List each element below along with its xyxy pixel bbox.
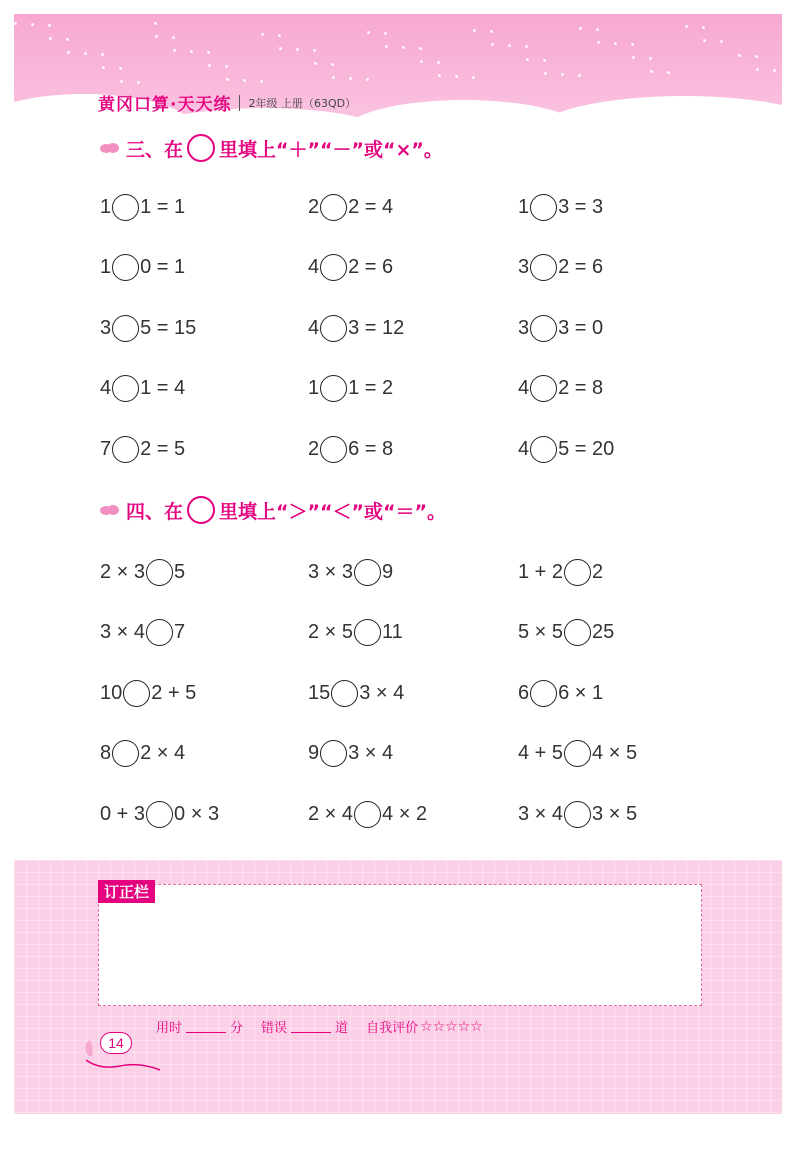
problem (308, 192, 393, 222)
answer-circle[interactable] (112, 375, 139, 402)
problem-right: 5 = 20 (558, 437, 615, 460)
sparkle-dot (367, 31, 370, 34)
brand-divider (239, 95, 240, 111)
correction-label: 订正栏 (98, 880, 155, 903)
answer-circle[interactable] (331, 680, 358, 707)
sparkle-dot (597, 41, 600, 44)
problem-right: 2 × 4 (140, 742, 186, 764)
errors-blank[interactable] (291, 1020, 331, 1033)
problem (518, 618, 614, 648)
problem-left: 8 (100, 742, 112, 764)
problem-right: 5 (174, 560, 186, 583)
sparkle-dot (349, 77, 352, 80)
problem-left: 4 (100, 377, 112, 399)
problem-right: 2 = 6 (558, 256, 604, 278)
answer-circle[interactable] (354, 619, 381, 646)
questions-label: 道 (335, 1021, 349, 1036)
section-3-title-prefix: 三、在 (126, 138, 184, 161)
page-number: 14 (100, 1032, 132, 1054)
answer-circle[interactable] (320, 315, 347, 342)
problem-row (100, 192, 740, 222)
problem (308, 313, 404, 343)
sparkle-dot (119, 67, 122, 70)
sparkle-dot (596, 28, 599, 31)
answer-circle[interactable] (564, 559, 591, 586)
sparkle-dot (331, 63, 334, 66)
problem (308, 678, 404, 708)
problem-left: 15 (308, 681, 331, 704)
answer-circle[interactable] (146, 801, 173, 828)
answer-circle[interactable] (530, 680, 557, 707)
problem-row (100, 678, 740, 708)
sparkle-dot (67, 51, 70, 54)
problem-left: 1 (100, 256, 112, 278)
sparkle-dot (314, 62, 317, 65)
problem (518, 799, 637, 829)
problem-row (100, 739, 740, 769)
sparkle-dot (490, 30, 493, 33)
problem-row (100, 374, 740, 404)
problem-right: 6 = 8 (348, 437, 394, 460)
brand-subtitle: 2年级 上册（63QD） (248, 96, 357, 110)
sparkle-dot (632, 56, 635, 59)
sparkle-dot (755, 55, 758, 58)
sparkle-dot (207, 51, 210, 54)
problem-left: 3 (518, 316, 530, 339)
problem-left: 10 (100, 681, 123, 704)
problem-right: 2 = 4 (348, 195, 394, 218)
sparkle-dot (260, 80, 263, 83)
sparkle-dot (473, 29, 476, 32)
problem-right: 1 = 4 (140, 377, 186, 399)
answer-circle[interactable] (146, 559, 173, 586)
problem-right: 2 + 5 (151, 681, 197, 704)
sparkle-dot (155, 35, 158, 38)
problem-right: 9 (382, 560, 394, 583)
sparkle-dot (631, 43, 634, 46)
problem (308, 253, 393, 283)
problem-left: 6 (518, 681, 530, 704)
sparkle-dot (756, 68, 759, 71)
answer-circle[interactable] (530, 436, 557, 463)
answer-circle[interactable] (354, 559, 381, 586)
sparkle-dot (419, 47, 422, 50)
problem (100, 253, 185, 283)
problem-right: 2 = 8 (558, 377, 604, 399)
problem-right: 6 × 1 (558, 681, 604, 704)
section-4-title-prefix: 四、在 (126, 500, 184, 523)
problem (100, 678, 196, 708)
sparkle-dot (650, 70, 653, 73)
problem-left: 2 × 3 (100, 560, 146, 583)
problem-row (100, 434, 740, 464)
sparkle-dot (614, 42, 617, 45)
problem-left: 3 × 4 (100, 621, 146, 643)
sparkle-dot (384, 32, 387, 35)
answer-circle[interactable] (112, 194, 139, 221)
sparkle-dot (649, 57, 652, 60)
problem-right: 3 × 4 (348, 742, 394, 764)
problem-right: 3 × 5 (592, 802, 638, 825)
problem (308, 618, 403, 648)
problem-right: 4 × 2 (382, 802, 428, 825)
answer-circle[interactable] (530, 375, 557, 402)
sparkle-dot (31, 23, 34, 26)
problem (518, 678, 603, 708)
answer-circle[interactable] (112, 436, 139, 463)
sparkle-dot (101, 53, 104, 56)
problem (308, 374, 393, 404)
brand-name: 黄冈口算·天天练 (98, 95, 232, 115)
answer-circle[interactable] (564, 801, 591, 828)
problem-left: 1 (518, 195, 530, 218)
sparkle-dot (455, 75, 458, 78)
answer-circle[interactable] (530, 315, 557, 342)
problem-left: 4 + 5 (518, 742, 564, 764)
answer-circle[interactable] (354, 801, 381, 828)
star-rating[interactable]: ☆☆☆☆☆ (420, 1018, 483, 1035)
sparkle-dot (491, 43, 494, 46)
problem (518, 313, 603, 343)
problem (100, 799, 219, 829)
problem-left: 9 (308, 742, 320, 764)
problem-right: 4 × 5 (592, 742, 638, 764)
sparkle-dot (508, 44, 511, 47)
time-label: 用时 (156, 1021, 183, 1036)
time-blank[interactable] (186, 1020, 226, 1033)
problem-right: 25 (592, 621, 615, 643)
cloud-icon (100, 505, 120, 515)
answer-circle[interactable] (112, 254, 139, 281)
sparkle-dot (14, 22, 17, 25)
sparkle-dot (703, 39, 706, 42)
section-4-title-suffix: 里填上“＞”“＜”或“＝”。 (219, 500, 446, 523)
problem (100, 192, 185, 222)
section-3-title-suffix: 里填上“＋”“－”或“×”。 (219, 138, 443, 161)
self-eval-label: 自我评价 (366, 1021, 419, 1036)
problem (308, 799, 427, 829)
problem (308, 739, 393, 769)
sparkle-dot (667, 71, 670, 74)
answer-circle[interactable] (320, 436, 347, 463)
problem (518, 374, 603, 404)
sparkle-dot (720, 40, 723, 43)
answer-circle[interactable] (123, 680, 150, 707)
problem (100, 618, 185, 648)
problem (518, 739, 637, 769)
errors-label: 错误 (261, 1021, 288, 1036)
answer-circle[interactable] (320, 375, 347, 402)
problem-left: 4 (518, 437, 530, 460)
problem-left: 5 × 5 (518, 621, 564, 643)
sparkle-dot (279, 47, 282, 50)
sparkle-dot (543, 59, 546, 62)
sparkle-dot (472, 76, 475, 79)
problem-right: 3 = 12 (348, 316, 405, 339)
problem-left: 3 (100, 316, 112, 339)
sparkle-dot (313, 49, 316, 52)
problem-right: 7 (174, 621, 186, 643)
problem (100, 374, 185, 404)
sparkle-dot (137, 81, 140, 84)
problem-left: 4 (308, 256, 320, 278)
sparkle-dot (544, 72, 547, 75)
problem-left: 1 (308, 377, 320, 399)
answer-circle[interactable] (530, 194, 557, 221)
sparkle-dot (261, 33, 264, 36)
problem-row (100, 253, 740, 283)
sparkle-dot (190, 50, 193, 53)
footer-stats (156, 1017, 483, 1036)
sparkle-dot (526, 58, 529, 61)
problem-right: 3 = 0 (558, 316, 604, 339)
page-header (14, 14, 782, 134)
sparkle-dot (685, 25, 688, 28)
sparkle-dot (773, 69, 776, 72)
sparkle-dot (48, 24, 51, 27)
sparkle-dot (296, 48, 299, 51)
problem-row (100, 799, 740, 829)
sparkle-dot (561, 73, 564, 76)
problem-right: 0 × 3 (174, 802, 220, 825)
problem (308, 557, 393, 587)
problem-left: 3 × 3 (308, 560, 354, 583)
answer-circle[interactable] (320, 194, 347, 221)
correction-box[interactable] (98, 884, 702, 1006)
sparkle-dot (402, 46, 405, 49)
problem-right: 11 (382, 621, 403, 643)
sparkle-dot (226, 78, 229, 81)
problem-right: 1 = 2 (348, 377, 394, 399)
problem (100, 313, 196, 343)
answer-circle[interactable] (112, 740, 139, 767)
problem (518, 192, 603, 222)
sparkle-dot (172, 36, 175, 39)
problem-row (100, 618, 740, 648)
section-4-title (100, 496, 446, 524)
problem-left: 1 + 2 (518, 560, 564, 583)
sparkle-dot (278, 34, 281, 37)
sparkle-dot (120, 80, 123, 83)
problem-row (100, 313, 740, 343)
circle-icon (187, 134, 215, 162)
sparkle-dot (243, 79, 246, 82)
problem (518, 434, 614, 464)
problem-right: 2 = 6 (348, 256, 394, 278)
answer-circle[interactable] (146, 619, 173, 646)
problem-right: 3 = 3 (558, 195, 604, 218)
sparkle-dot (154, 22, 157, 25)
minutes-label: 分 (230, 1021, 244, 1036)
problem-row (100, 557, 740, 587)
sparkle-dot (225, 65, 228, 68)
sparkle-dot (173, 49, 176, 52)
page-number-badge (80, 1026, 170, 1076)
sparkle-dot (208, 64, 211, 67)
problem (308, 434, 393, 464)
problem-right: 5 = 15 (140, 316, 197, 339)
answer-circle[interactable] (564, 619, 591, 646)
problem (100, 557, 185, 587)
problem-left: 4 (518, 377, 530, 399)
circle-icon (187, 496, 215, 524)
problem-left: 2 (308, 195, 320, 218)
cloud-icon (100, 143, 120, 153)
sparkle-dot (385, 45, 388, 48)
sparkle-dot (579, 27, 582, 30)
answer-circle[interactable] (564, 740, 591, 767)
problem (100, 434, 185, 464)
problem-left: 1 (100, 195, 112, 218)
problem-right: 2 (592, 560, 604, 583)
answer-circle[interactable] (530, 254, 557, 281)
sparkle-dot (578, 74, 581, 77)
answer-circle[interactable] (112, 315, 139, 342)
sparkle-dot (332, 76, 335, 79)
problem-left: 2 (308, 437, 320, 460)
sparkle-dot (438, 74, 441, 77)
sparkle-dot (102, 66, 105, 69)
problem-left: 7 (100, 437, 112, 460)
answer-circle[interactable] (320, 740, 347, 767)
sparkle-dot (84, 52, 87, 55)
sparkle-dot (49, 37, 52, 40)
problem-left: 2 × 5 (308, 621, 354, 643)
problem (518, 557, 603, 587)
header-cloud (534, 96, 782, 170)
sparkle-dot (366, 78, 369, 81)
problem-left: 3 (518, 256, 530, 278)
problem (100, 739, 185, 769)
brand (98, 90, 356, 115)
problem-left: 3 × 4 (518, 802, 564, 825)
problem-right: 3 × 4 (359, 681, 405, 704)
problem-left: 4 (308, 316, 320, 339)
problem (518, 253, 603, 283)
sparkle-dot (437, 61, 440, 64)
sparkle-dot (702, 26, 705, 29)
sparkle-dot (525, 45, 528, 48)
problem-right: 0 = 1 (140, 256, 186, 278)
problem-right: 1 = 1 (140, 195, 186, 218)
sparkle-dot (420, 60, 423, 63)
answer-circle[interactable] (320, 254, 347, 281)
problem-left: 2 × 4 (308, 802, 354, 825)
section-3-title (100, 134, 443, 162)
sparkle-dot (738, 54, 741, 57)
problem-right: 2 = 5 (140, 437, 186, 460)
worksheet-page (14, 14, 782, 1114)
problem-left: 0 + 3 (100, 802, 146, 825)
sparkle-dot (66, 38, 69, 41)
